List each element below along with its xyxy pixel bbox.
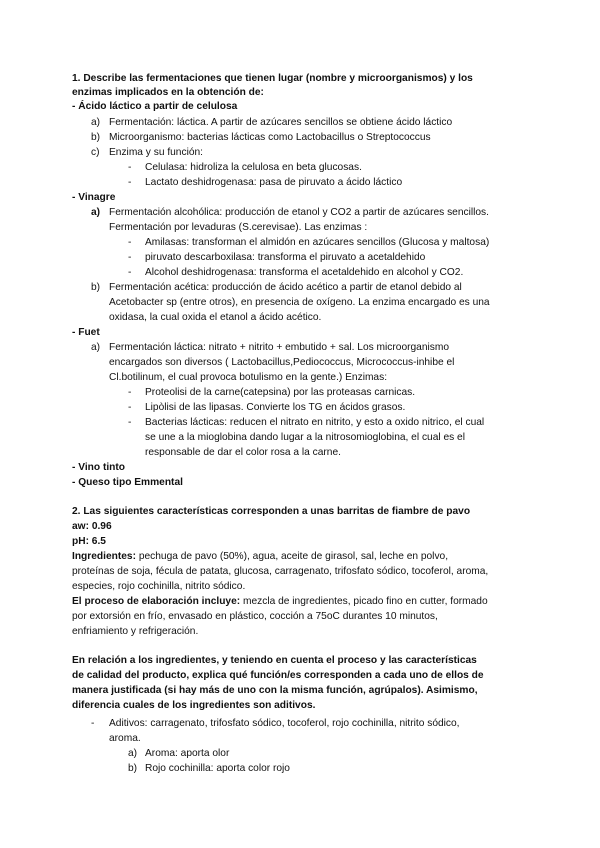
dash-bullet: -	[128, 417, 132, 428]
vinagre-heading: - Vinagre	[72, 192, 116, 203]
list-marker: b)	[91, 282, 101, 293]
vino-tinto-heading: - Vino tinto	[72, 462, 126, 473]
vinagre-enzyme-1: Amilasas: transforman el almidón en azúcares sencillos (Glucosa y maltosa)	[145, 237, 490, 248]
q2-question-line-4: diferencia cuales de los ingredientes son aditivos.	[72, 700, 316, 711]
fuet-enzyme-2: Lipòlisi de las lipasas. Convierte los TG en ácidos grasos.	[145, 402, 406, 413]
list-marker: a)	[91, 207, 101, 218]
list-marker: b)	[128, 763, 138, 774]
list-marker: a)	[128, 748, 138, 759]
acido-item-a: Fermentación: láctica. A partir de azúcares sencillos se obtiene ácido láctico	[109, 117, 453, 128]
dash-bullet: -	[128, 252, 132, 263]
aditivo-aroma: Aroma: aporta olor	[145, 748, 230, 759]
aditivos-line-1: Aditivos: carragenato, trifosfato sódico, tocoferol, rojo cochinilla, nitrito sódico,	[109, 718, 460, 729]
process-line-2: por extorsión en frío, envasado en plástico, cocción a 75oC durantes 10 minutos,	[72, 611, 438, 622]
list-marker: c)	[91, 147, 100, 158]
vinagre-a-line-1: Fermentación alcohólica: producción de etanol y CO2 a partir de azúcares sencillos.	[109, 207, 489, 218]
list-marker: a)	[91, 342, 101, 353]
acido-item-c: Enzima y su función:	[109, 147, 203, 158]
queso-heading: - Queso tipo Emmental	[72, 477, 183, 488]
q2-title: 2. Las siguientes características corresponden a unas barritas de fiambre de pavo	[72, 506, 471, 517]
q2-question-line-1: En relación a los ingredientes, y teniendo en cuenta el proceso y las características	[72, 655, 477, 666]
fuet-enzyme-3-cont-1: se une a la mioglobina dando lugar a la nitrosomioglobina, el cual es el	[145, 432, 465, 443]
vinagre-enzyme-2: piruvato descarboxilasa: transforma el piruvato a acetaldehido	[145, 252, 426, 263]
fuet-enzyme-3-cont-2: responsable de dar el color rosa a la carne.	[145, 447, 341, 458]
q2-question-line-3: manera justificada (si hay más de uno con la misma función, agrúpalos). Asimismo,	[72, 685, 478, 696]
ph-value: pH: 6.5	[72, 536, 106, 547]
aditivo-rojo-cochinilla: Rojo cochinilla: aporta color rojo	[145, 763, 290, 774]
list-marker: a)	[91, 117, 101, 128]
ingredients-line-3: especies, rojo cochinilla, nitrito sódico.	[72, 581, 246, 592]
acido-enzyme-1: Celulasa: hidroliza la celulosa en beta glucosas.	[145, 162, 362, 173]
aw-value: aw: 0.96	[72, 521, 112, 532]
process-label: El proceso de elaboración incluye:	[72, 596, 241, 607]
fuet-enzyme-1: Proteolisi de la carne(catepsina) por las proteasas carnicas.	[145, 387, 416, 398]
fuet-a-line-1: Fermentación láctica: nitrato + nitrito + embutido + sal. Los microorganismo	[109, 342, 450, 353]
dash-bullet: -	[91, 718, 95, 729]
aditivos-line-2: aroma.	[109, 733, 141, 744]
dash-bullet: -	[128, 177, 132, 188]
vinagre-b-line-3: oxidasa, la cual oxida el etanol a ácido acético.	[109, 312, 322, 323]
vinagre-enzyme-3: Alcohol deshidrogenasa: transforma el acetaldehido en alcohol y CO2.	[145, 267, 464, 278]
process-line-3: enfriamiento y refrigeración.	[72, 626, 199, 637]
acido-lactico-heading: - Ácido láctico a partir de celulosa	[72, 101, 238, 112]
ingredients-line-1	[72, 551, 448, 563]
dash-bullet: -	[128, 387, 132, 398]
q2-question-line-2: de calidad del producto, explica qué función/es corresponden a cada uno de ellos de	[72, 670, 484, 681]
dash-bullet: -	[128, 162, 132, 173]
ingredients-line-2: proteínas de soja, fécula de patata, glucosa, carragenato, trifosfato sódico, tocoferol, aroma,	[72, 566, 489, 577]
q1-title-line-2: enzimas implicados en la obtención de:	[72, 87, 264, 98]
process-line-1	[72, 596, 488, 608]
process-text: mezcla de ingredientes, picado fino en cutter, formado	[243, 596, 488, 607]
ingredients-text: pechuga de pavo (50%), agua, aceite de girasol, sal, leche en polvo,	[138, 551, 449, 562]
q1-title-line-1: 1. Describe las fermentaciones que tienen lugar (nombre y microorganismos) y los	[72, 73, 473, 84]
vinagre-a-line-2: Fermentación por levaduras (S.cerevisae). Las enzimas :	[109, 222, 368, 233]
dash-bullet: -	[128, 267, 132, 278]
dash-bullet: -	[128, 237, 132, 248]
list-marker: b)	[91, 132, 101, 143]
fuet-heading: - Fuet	[72, 327, 100, 338]
acido-enzyme-2: Lactato deshidrogenasa: pasa de piruvato a ácido láctico	[145, 177, 403, 188]
fuet-enzyme-3: Bacterias lácticas: reducen el nitrato en nitrito, y esto a oxido nitrico, el cual	[145, 417, 485, 428]
vinagre-b-line-2: Acetobacter sp (entre otros), en presencia de oxígeno. La enzima encargado es una	[109, 297, 490, 308]
vinagre-b-line-1: Fermentación acética: producción de ácido acético a partir de etanol debido al	[109, 282, 462, 293]
fuet-a-line-3: Cl.botilinum, el cual provoca botulismo en la gente.) Enzimas:	[109, 372, 388, 383]
acido-item-b: Microorganismo: bacterias lácticas como Lactobacillus o Streptococcus	[109, 132, 431, 143]
dash-bullet: -	[128, 402, 132, 413]
fuet-a-line-2: encargados son diversos ( Lactobacillus,Pediococcus, Micrococcus-inhibe el	[109, 357, 455, 368]
ingredients-label: Ingredientes:	[72, 551, 136, 562]
